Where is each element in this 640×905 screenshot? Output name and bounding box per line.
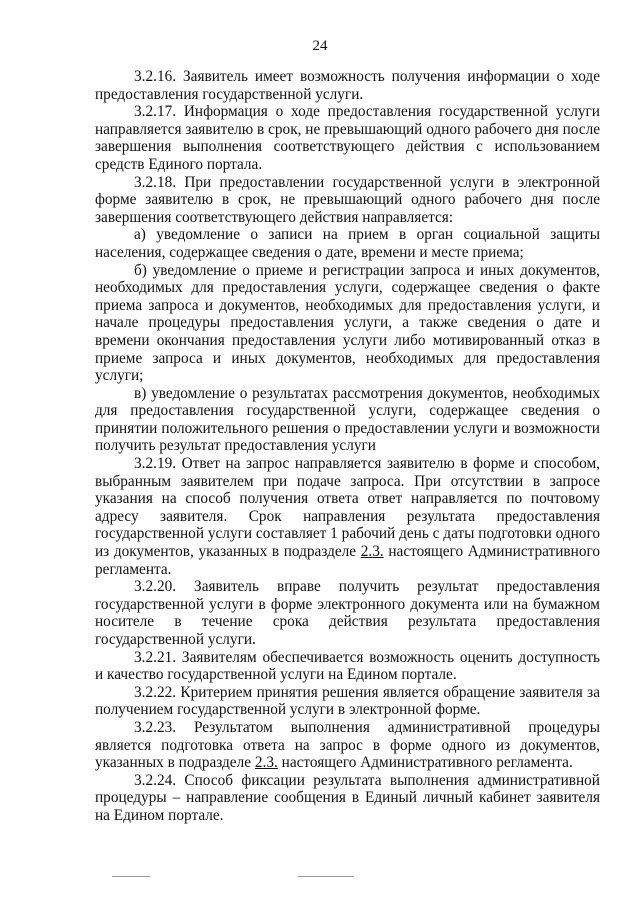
subsection-2-3-link[interactable]: 2.3. [360, 543, 384, 561]
paragraph-3-2-18: 3.2.18. При предоставлении государственной услуги в электронной форме заявителю в срок, не превышающий одного рабочего дня после завершения соответствующего действия направляется: [95, 173, 600, 226]
footer-divider [112, 876, 150, 877]
paragraph-3-2-22: 3.2.22. Критерием принятия решения является обращение заявителя за получением государственной услуги в электронной форме. [95, 683, 600, 719]
paragraph-3-2-16: 3.2.16. Заявитель имеет возможность получения информации о ходе предоставления государственной услуги. [95, 68, 600, 103]
paragraph-3-2-21: 3.2.21. Заявителям обеспечивается возможность оценить доступность и качество государственной услуги на Едином портале. [95, 648, 600, 684]
paragraph-3-2-17: 3.2.17. Информация о ходе предоставления государственной услуги направляется заявителю в срок, не превышающий одного рабочего дня после завершения выполнения соответствующего действия с использованием средств Единого портала. [95, 103, 600, 173]
paragraph-3-2-19-text: 3.2.19. Ответ на запрос направляется заявителю в форме и способом, выбранным заявителем при подаче запроса. При отсутствии в запросе указания на способ получения ответа ответ направляется по почтовому адресу заявителя. Срок направления результата предоставления государственной услуги составляет 1 рабочий день с даты подготовки одного из документов, указанных в подразделе [95, 455, 600, 561]
document-body [95, 68, 600, 825]
subsection-2-3-link[interactable]: 2.3. [254, 754, 278, 772]
paragraph-3-2-19 [95, 455, 600, 578]
paragraph-3-2-20: 3.2.20. Заявитель вправе получить результат предоставления государственной услуги в форме электронного документа или на бумажном носителе в течение срока действия результата предоставления государственной услуги. [95, 578, 600, 648]
paragraph-3-2-23-text: 3.2.23. Результатом выполнения административной процедуры является подготовка ответа на запрос в форме одного из документов, указанных в подразделе [95, 718, 600, 772]
list-item-a: а) уведомление о записи на прием в орган социальной защиты населения, содержащее сведения о дате, времени и месте приема; [95, 226, 600, 261]
paragraph-3-2-23 [95, 719, 600, 772]
footer-divider [298, 876, 354, 877]
list-item-v: в) уведомление о результатах рассмотрения документов, необходимых для предоставления государственной услуги, содержащее сведения о принятии положительного решения о предоставлении услуги и возможности получить результат предоставления услуги [95, 384, 600, 455]
page-number: 24 [312, 38, 328, 54]
list-item-b: б) уведомление о приеме и регистрации запроса и иных документов, необходимых для предоставления услуги, содержащее сведения о факте приема запроса и документов, необходимых для предоставления услуги, и начале процедуры предоставления услуги, а также сведения о дате и времени окончания предоставления услуги либо мотивированный отказ в приеме запроса и иных документов, необходимых для предоставления услуги; [95, 261, 600, 385]
paragraph-3-2-24: 3.2.24. Способ фиксации результата выполнения административной процедуры – направление сообщения в Единый личный кабинет заявителя на Едином портале. [95, 771, 600, 824]
paragraph-3-2-19-tail: настоящего Административного регламента. [95, 543, 601, 578]
paragraph-3-2-23-tail: настоящего Административного регламента. [281, 754, 573, 772]
